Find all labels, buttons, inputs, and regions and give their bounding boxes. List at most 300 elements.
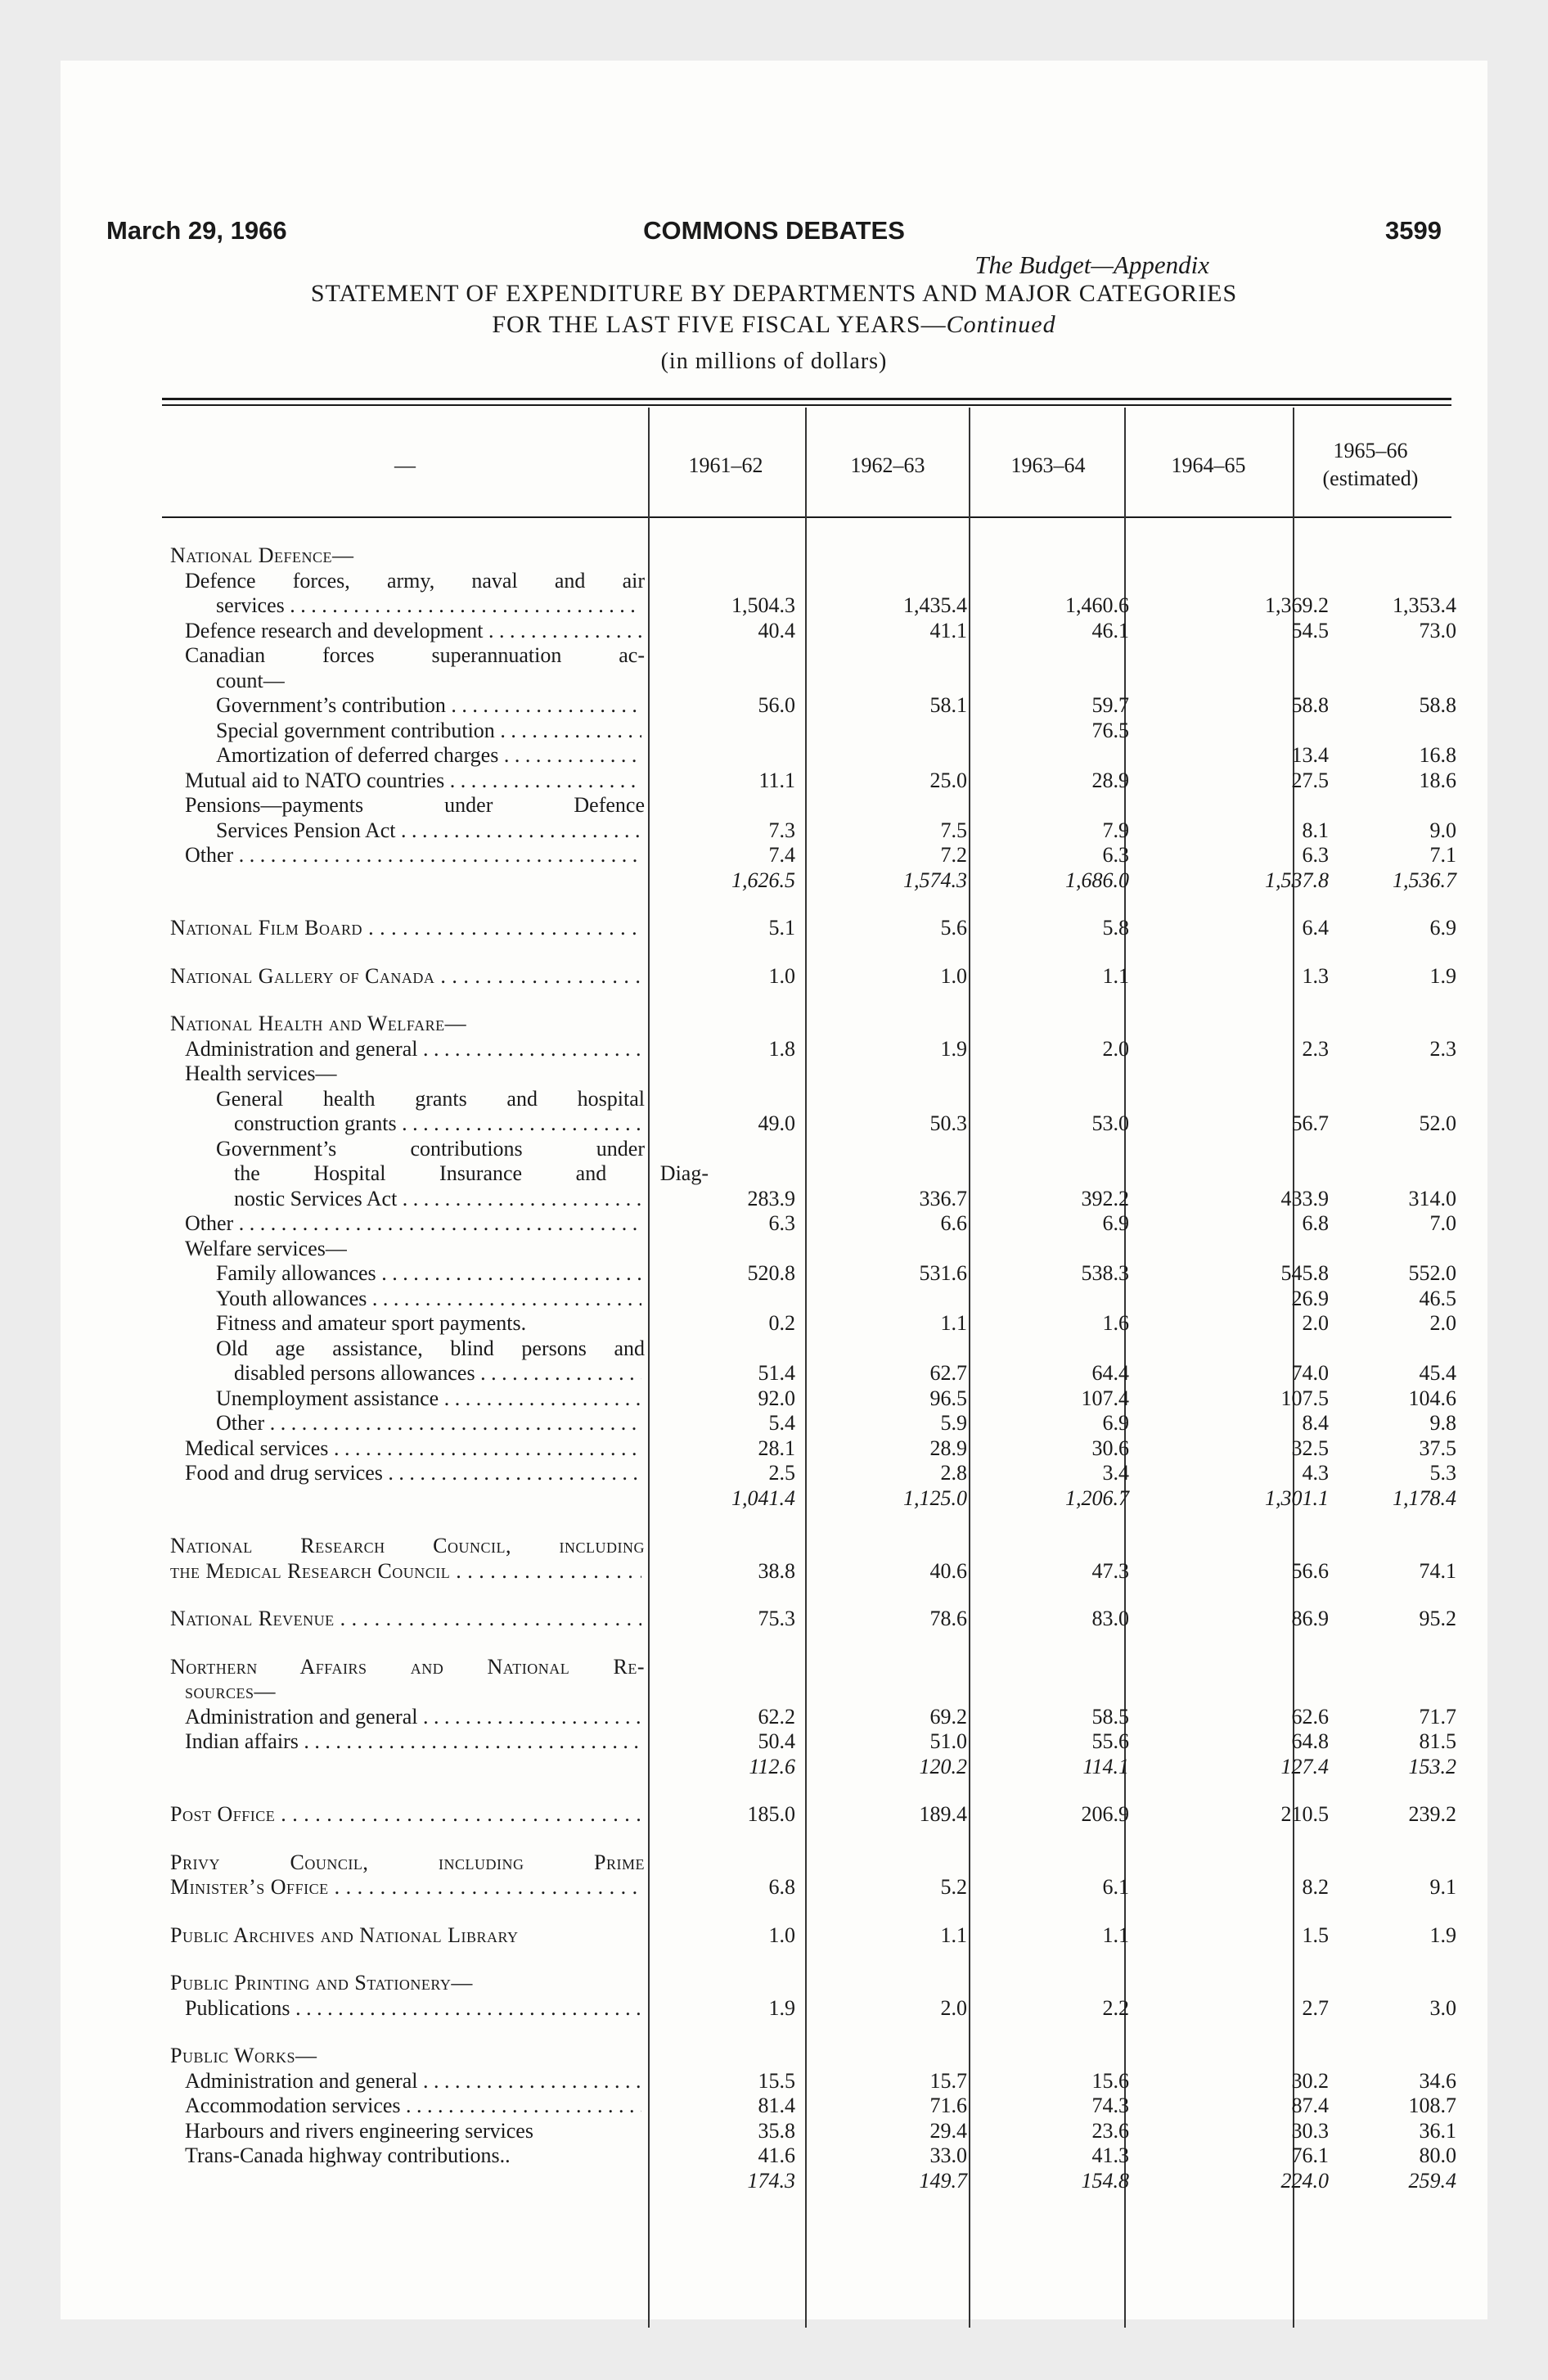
table-row	[61, 1436, 1487, 1461]
row-label: National Revenue . . .	[170, 1607, 641, 1631]
cell-value: 210.5	[1280, 1802, 1329, 1826]
cell-value: 75.3	[758, 1607, 795, 1630]
cell-value: 30.3	[1291, 2118, 1329, 2143]
row-label: Administration and general . . .	[185, 1705, 641, 1729]
cell-value: 96.5	[929, 1386, 967, 1410]
row-label: Privy Council, including Prime	[170, 1850, 645, 1874]
cell-value: 108.7	[1408, 2094, 1456, 2117]
section-subheading: The Budget—Appendix	[974, 250, 1209, 279]
row-label: the Medical Research Council . . .	[170, 1559, 641, 1584]
table-row	[61, 1607, 1487, 1631]
cell-value: 62.7	[929, 1361, 967, 1385]
header-page-number: 3599	[1385, 216, 1442, 245]
cell-value: 3.0	[1429, 1995, 1456, 2020]
cell-value: 1,537.8	[1265, 868, 1329, 892]
cell-value: 5.3	[1429, 1461, 1456, 1485]
cell-value: 51.4	[758, 1361, 795, 1385]
cell-value: 545.8	[1280, 1261, 1329, 1285]
table-row	[61, 1655, 1487, 1679]
cell-value: 1.1	[1102, 963, 1129, 988]
cell-value: 1.1	[1102, 1922, 1129, 1947]
cell-value: 37.5	[1419, 1436, 1456, 1460]
cell-value: 5.4	[768, 1411, 795, 1435]
cell-value: 1,435.4	[903, 593, 967, 617]
cell-value: 2.0	[1102, 1036, 1129, 1061]
table-row	[61, 1971, 1487, 1995]
row-label: Unemployment assistance . . .	[216, 1386, 641, 1411]
cell-value: 0.2	[768, 1311, 795, 1335]
row-label: Public Archives and National Library	[170, 1922, 519, 1947]
cell-value: 552.0	[1408, 1261, 1456, 1285]
cell-value: 74.0	[1291, 1361, 1329, 1385]
cell-value: 1.1	[940, 1922, 967, 1947]
table-row	[61, 916, 1487, 940]
cell-value: 1.3	[1302, 963, 1329, 988]
cell-value: 28.9	[1091, 768, 1129, 792]
table-row	[61, 2044, 1487, 2068]
cell-value: 2.3	[1429, 1036, 1456, 1061]
cell-value: 50.4	[758, 1729, 795, 1753]
cell-value: 2.0	[1302, 1311, 1329, 1335]
cell-value: 76.5	[1091, 718, 1129, 742]
statement-title-line2: FOR THE LAST FIVE FISCAL YEARS—Continued	[492, 311, 1056, 338]
cell-value: 1.9	[768, 1995, 795, 2020]
cell-value: 1.0	[940, 963, 967, 988]
cell-value: 76.1	[1291, 2143, 1329, 2167]
cell-value: 8.4	[1302, 1411, 1329, 1435]
cell-value: 1.5	[1302, 1922, 1329, 1947]
table-row	[61, 793, 1487, 818]
column-header-1963-64: 1963–64	[1010, 453, 1086, 477]
cell-value: 56.7	[1291, 1111, 1329, 1135]
cell-value: 15.5	[758, 2068, 795, 2093]
cell-value: 5.6	[940, 916, 967, 940]
row-label: Minister’s Office . . .	[170, 1875, 641, 1900]
table-row	[61, 1411, 1487, 1436]
cell-value: 45.4	[1419, 1361, 1456, 1385]
table-row	[61, 1461, 1487, 1485]
cell-value: 2.5	[768, 1461, 795, 1485]
cell-value: 314.0	[1408, 1186, 1456, 1210]
table-row	[61, 1705, 1487, 1729]
cell-value: 1,206.7	[1065, 1485, 1129, 1510]
cell-value: 9.0	[1429, 818, 1456, 842]
cell-value: 92.0	[758, 1386, 795, 1410]
cell-value: 15.6	[1091, 2068, 1129, 2093]
cell-value: 520.8	[747, 1261, 795, 1285]
cell-value: 283.9	[747, 1186, 795, 1210]
cell-value: 78.6	[929, 1607, 967, 1630]
row-label: Family allowances . . .	[216, 1261, 641, 1286]
row-label: Defence forces, army, naval and air	[185, 568, 645, 593]
table-row	[61, 1111, 1487, 1136]
cell-value: 1,504.3	[731, 593, 795, 617]
cell-value: 15.7	[929, 2068, 967, 2093]
table-top-rule	[162, 398, 1451, 400]
cell-value: 1,353.4	[1393, 593, 1456, 617]
row-label: Public Works—	[170, 2044, 317, 2067]
cell-value: 69.2	[929, 1704, 967, 1729]
cell-value: 41.1	[929, 618, 967, 642]
cell-value: 1.9	[1429, 1922, 1456, 1947]
cell-value: 2.0	[940, 1995, 967, 2020]
table-row	[61, 1679, 1487, 1704]
table-row	[61, 543, 1487, 568]
document-page	[61, 61, 1487, 2319]
table-row	[61, 1923, 1487, 1948]
cell-value: 9.1	[1429, 1875, 1456, 1899]
table-row	[61, 1850, 1487, 1875]
row-label: Government’s contribution . . .	[216, 693, 641, 718]
row-label: Other . . .	[185, 1211, 641, 1236]
table-top-rule-thin	[162, 404, 1451, 406]
cell-value: 71.6	[929, 2094, 967, 2117]
cell-value: 114.1	[1082, 1754, 1129, 1778]
table-row	[61, 669, 1487, 693]
cell-value: 62.2	[758, 1704, 795, 1729]
row-label: National Film Board . . .	[170, 916, 641, 940]
table-row	[61, 2143, 1487, 2168]
cell-value: 107.4	[1081, 1386, 1129, 1410]
table-row	[61, 1037, 1487, 1062]
row-label: Old age assistance, blind persons and	[216, 1336, 645, 1360]
table-total-row	[61, 868, 1487, 893]
column-header-label: —	[394, 453, 416, 477]
table-total-row	[61, 2169, 1487, 2193]
cell-value: 86.9	[1291, 1607, 1329, 1630]
cell-value: 18.6	[1419, 768, 1456, 792]
cell-value: 6.9	[1429, 916, 1456, 940]
table-row	[61, 964, 1487, 989]
cell-value: 7.4	[768, 843, 795, 867]
row-label: National Defence—	[170, 543, 354, 567]
table-row	[61, 1287, 1487, 1311]
cell-value: 6.6	[940, 1211, 967, 1235]
cell-value: 74.1	[1419, 1558, 1456, 1583]
row-label: Indian affairs . . .	[185, 1729, 641, 1754]
cell-value: 46.5	[1419, 1286, 1456, 1310]
table-row	[61, 2069, 1487, 2094]
column-header-1962-63: 1962–63	[850, 453, 925, 477]
cell-value: 29.4	[929, 2118, 967, 2143]
cell-value: 120.2	[919, 1754, 967, 1778]
cell-value: 6.4	[1302, 916, 1329, 940]
row-label: Pensions—payments under Defence	[185, 793, 645, 817]
cell-value: 41.3	[1091, 2143, 1129, 2167]
cell-value: 7.2	[940, 843, 967, 867]
header-date: March 29, 1966	[106, 216, 287, 245]
table-row	[61, 1996, 1487, 2021]
table-row	[61, 693, 1487, 718]
row-label: Administration and general . . .	[185, 1037, 641, 1062]
row-label: disabled persons allowances . . .	[234, 1361, 641, 1386]
cell-value: 1.1	[940, 1311, 967, 1335]
cell-value: 1,178.4	[1393, 1485, 1456, 1510]
cell-value: 58.5	[1091, 1704, 1129, 1729]
cell-value: 5.9	[940, 1411, 967, 1435]
cell-value: 58.1	[929, 693, 967, 717]
cell-value: 1.9	[940, 1036, 967, 1061]
cell-value: 1,626.5	[731, 868, 795, 892]
table-row	[61, 1534, 1487, 1558]
row-label: count—	[216, 668, 285, 692]
cell-value: 56.0	[758, 693, 795, 717]
cell-value: 49.0	[758, 1111, 795, 1135]
cell-value: 7.9	[1102, 818, 1129, 842]
cell-value: 189.4	[919, 1802, 967, 1826]
row-label: Accommodation services . . .	[185, 2094, 641, 2118]
cell-value: 5.1	[768, 916, 795, 940]
row-label: services . . .	[216, 593, 641, 618]
cell-value: 112.6	[749, 1754, 795, 1778]
cell-value: 83.0	[1091, 1607, 1129, 1630]
cell-value: 7.5	[940, 818, 967, 842]
cell-value: 6.8	[1302, 1211, 1329, 1235]
cell-value: 1,041.4	[731, 1485, 795, 1510]
cell-value: 2.3	[1302, 1036, 1329, 1061]
table-row	[61, 1729, 1487, 1754]
table-total-row	[61, 1755, 1487, 1779]
table-row	[61, 1137, 1487, 1161]
cell-value: 1.8	[768, 1036, 795, 1061]
cell-value: 46.1	[1091, 618, 1129, 642]
cell-value: 1,686.0	[1065, 868, 1129, 892]
cell-value: 16.8	[1419, 743, 1456, 767]
cell-value: 6.3	[1102, 843, 1129, 867]
cell-value: 81.4	[758, 2094, 795, 2117]
table-row	[61, 719, 1487, 743]
table-row	[61, 843, 1487, 868]
cell-value: 6.3	[768, 1211, 795, 1235]
cell-value: 71.7	[1419, 1704, 1456, 1729]
cell-value: 2.7	[1302, 1995, 1329, 2020]
table-row	[61, 619, 1487, 643]
cell-value: 40.4	[758, 618, 795, 642]
row-label: Trans-Canada highway contributions..	[185, 2143, 511, 2167]
cell-value: 27.5	[1291, 768, 1329, 792]
cell-value: 64.8	[1291, 1729, 1329, 1753]
cell-value: 3.4	[1102, 1461, 1129, 1485]
cell-value: 127.4	[1280, 1754, 1329, 1778]
cell-value: 154.8	[1081, 2168, 1129, 2193]
cell-value: 23.6	[1091, 2118, 1129, 2143]
cell-value: 26.9	[1291, 1286, 1329, 1310]
cell-value: 531.6	[919, 1261, 967, 1285]
cell-value: 1.9	[1429, 963, 1456, 988]
cell-value: 7.0	[1429, 1211, 1456, 1235]
row-label: Other . . .	[216, 1411, 641, 1436]
row-label: Services Pension Act . . .	[216, 818, 641, 843]
row-label: Harbours and rivers engineering services	[185, 2118, 533, 2143]
column-header-1964-65: 1964–65	[1171, 453, 1246, 477]
row-label: Government’s contributions under	[216, 1136, 645, 1161]
row-label: Welfare services—	[185, 1236, 347, 1260]
row-label: Northern Affairs and National Re-	[170, 1654, 645, 1679]
row-label: Special government contribution . . .	[216, 719, 641, 743]
row-label: construction grants . . .	[234, 1111, 641, 1136]
cell-value: 80.0	[1419, 2143, 1456, 2167]
table-row	[61, 743, 1487, 768]
cell-value: 74.3	[1091, 2094, 1129, 2117]
table-row	[61, 1012, 1487, 1036]
row-label: Mutual aid to NATO countries . . .	[185, 769, 641, 793]
table-row	[61, 1161, 1487, 1186]
cell-value: 87.4	[1291, 2094, 1329, 2117]
cell-value: 185.0	[747, 1802, 795, 1826]
table-row	[61, 1062, 1487, 1086]
cell-value: 36.1	[1419, 2118, 1456, 2143]
cell-value: 41.6	[758, 2143, 795, 2167]
cell-value: 6.9	[1102, 1211, 1129, 1235]
cell-value: 8.1	[1302, 818, 1329, 842]
cell-value: 50.3	[929, 1111, 967, 1135]
row-label: National Gallery of Canada . . .	[170, 964, 641, 989]
row-label: Defence research and development . . .	[185, 619, 641, 643]
cell-value: 56.6	[1291, 1558, 1329, 1583]
cell-value: 40.6	[929, 1558, 967, 1583]
cell-value: 2.2	[1102, 1995, 1129, 2020]
table-row	[61, 1875, 1487, 1900]
cell-value: 7.1	[1429, 843, 1456, 867]
row-label: Public Printing and Stationery—	[170, 1971, 473, 1995]
table-row	[61, 818, 1487, 843]
cell-value: 1,574.3	[903, 868, 967, 892]
table-header-rule	[162, 516, 1451, 518]
table-row	[61, 1187, 1487, 1211]
cell-value: 392.2	[1081, 1186, 1129, 1210]
table-row	[61, 569, 1487, 593]
cell-value: 104.6	[1408, 1386, 1456, 1410]
row-label: Fitness and amateur sport payments.	[216, 1311, 527, 1335]
cell-value: 73.0	[1419, 618, 1456, 642]
row-label: National Research Council, including	[170, 1534, 645, 1557]
row-label: Amortization of deferred charges . . .	[216, 743, 641, 768]
table-row	[61, 1361, 1487, 1386]
cell-value: 336.7	[919, 1186, 967, 1210]
cell-value: 153.2	[1408, 1754, 1456, 1778]
cell-value: 25.0	[929, 768, 967, 792]
cell-value: 28.1	[758, 1436, 795, 1460]
cell-value: 433.9	[1280, 1186, 1329, 1210]
cell-value: 55.6	[1091, 1729, 1129, 1753]
table-row	[61, 1261, 1487, 1286]
cell-value: 35.8	[758, 2118, 795, 2143]
cell-value: 259.4	[1408, 2168, 1456, 2193]
table-row	[61, 769, 1487, 793]
cell-value: 5.8	[1102, 916, 1129, 940]
cell-value: 47.3	[1091, 1558, 1129, 1583]
cell-value: 1.0	[768, 1922, 795, 1947]
cell-value: 64.4	[1091, 1361, 1129, 1385]
cell-value: 224.0	[1280, 2168, 1329, 2193]
cell-value: 1.6	[1102, 1311, 1129, 1335]
cell-value: 206.9	[1081, 1802, 1129, 1826]
column-header-1965-66: 1965–66 (estimated)	[1322, 439, 1419, 490]
table-row	[61, 1087, 1487, 1111]
statement-title-line1: STATEMENT OF EXPENDITURE BY DEPARTMENTS AND MAJOR CATEGORIES	[310, 280, 1238, 307]
cell-value: 9.8	[1429, 1411, 1456, 1435]
table-row	[61, 1559, 1487, 1584]
cell-value: 95.2	[1419, 1607, 1456, 1630]
cell-value: 30.6	[1091, 1436, 1129, 1460]
table-row	[61, 1336, 1487, 1361]
row-label: nostic Services Act . . .	[234, 1187, 641, 1211]
cell-value: 538.3	[1081, 1261, 1129, 1285]
cell-value: 5.2	[940, 1875, 967, 1899]
row-label: National Health and Welfare—	[170, 1012, 467, 1035]
cell-value: 34.6	[1419, 2068, 1456, 2093]
cell-value: 13.4	[1291, 743, 1329, 767]
row-label: Medical services . . .	[185, 1436, 641, 1461]
cell-value: 6.1	[1102, 1875, 1129, 1899]
cell-value: 54.5	[1291, 618, 1329, 642]
cell-value: 58.8	[1291, 693, 1329, 717]
table-row	[61, 1237, 1487, 1261]
cell-value: 1,369.2	[1265, 593, 1329, 617]
column-header-1961-62: 1961–62	[688, 453, 763, 477]
table-row	[61, 643, 1487, 668]
row-label: Administration and general . . .	[185, 2069, 641, 2094]
cell-value: 2.8	[940, 1461, 967, 1485]
cell-value: 38.8	[758, 1558, 795, 1583]
cell-value: 6.3	[1302, 843, 1329, 867]
cell-value: 62.6	[1291, 1704, 1329, 1729]
cell-value: 239.2	[1408, 1802, 1456, 1826]
table-row	[61, 1211, 1487, 1236]
cell-value: 1,460.6	[1065, 593, 1129, 617]
cell-value: 33.0	[929, 2143, 967, 2167]
cell-value: 52.0	[1419, 1111, 1456, 1135]
table-row	[61, 2119, 1487, 2143]
cell-value: 149.7	[919, 2168, 967, 2193]
row-label: sources—	[185, 1679, 277, 1703]
cell-value: 6.8	[768, 1875, 795, 1899]
cell-value: 81.5	[1419, 1729, 1456, 1753]
header-title: COMMONS DEBATES	[643, 216, 905, 245]
row-label: General health grants and hospital	[216, 1086, 645, 1111]
row-label: Health services—	[185, 1062, 337, 1085]
cell-value: 30.2	[1291, 2068, 1329, 2093]
cell-value: 51.0	[929, 1729, 967, 1753]
cell-value: 58.8	[1419, 693, 1456, 717]
cell-value: 107.5	[1280, 1386, 1329, 1410]
row-label: Food and drug services . . .	[185, 1461, 641, 1485]
cell-value: 1,301.1	[1265, 1485, 1329, 1510]
row-label: the Hospital Insurance and Diag-	[234, 1161, 709, 1185]
row-label: Canadian forces superannuation ac-	[185, 643, 645, 667]
cell-value: 1,125.0	[903, 1485, 967, 1510]
cell-value: 174.3	[747, 2168, 795, 2193]
table-row	[61, 1802, 1487, 1827]
cell-value: 2.0	[1429, 1311, 1456, 1335]
cell-value: 1.0	[768, 963, 795, 988]
table-total-row	[61, 1486, 1487, 1511]
table-row	[61, 1386, 1487, 1411]
table-row	[61, 593, 1487, 618]
cell-value: 28.9	[929, 1436, 967, 1460]
cell-value: 4.3	[1302, 1461, 1329, 1485]
cell-value: 7.3	[768, 818, 795, 842]
cell-value: 1,536.7	[1393, 868, 1456, 892]
row-label: Youth allowances . . .	[216, 1287, 641, 1311]
cell-value: 11.1	[758, 768, 795, 792]
cell-value: 59.7	[1091, 693, 1129, 717]
statement-units: (in millions of dollars)	[660, 349, 888, 374]
cell-value: 6.9	[1102, 1411, 1129, 1435]
row-label: Other . . .	[185, 843, 641, 868]
table-row	[61, 2094, 1487, 2118]
cell-value: 53.0	[1091, 1111, 1129, 1135]
